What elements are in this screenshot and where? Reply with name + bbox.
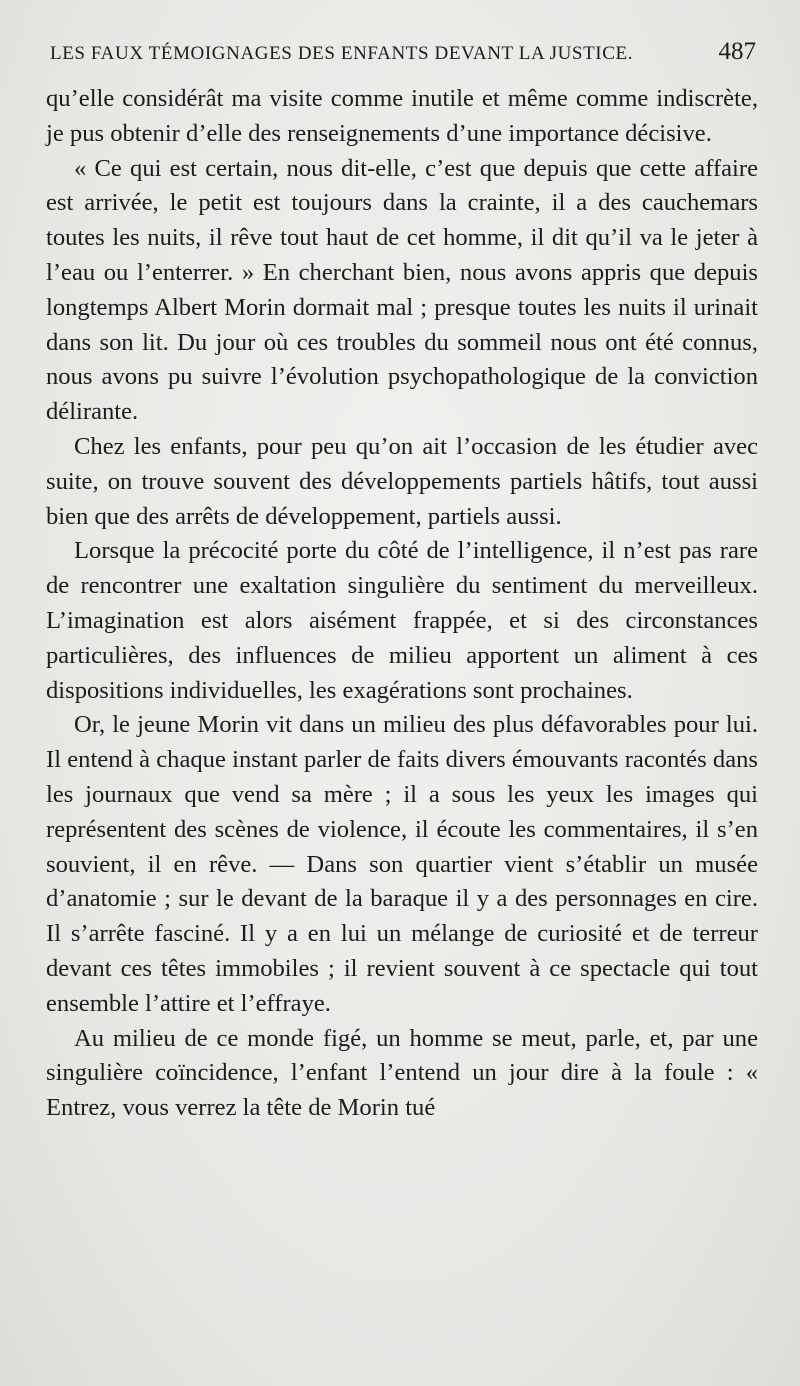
page-number: 487 — [718, 38, 756, 65]
book-page — [46, 38, 758, 1126]
paragraph-continued: qu’elle considérât ma visite comme inutile et même comme indiscrète, je pus obtenir d’elle des renseignements d’une importance décisive. — [46, 85, 758, 147]
paragraph: « Ce qui est certain, nous dit-elle, c’est que depuis que cette affaire est arrivée, le petit est toujours dans la crainte, il a des cauchemars toutes les nuits, il rêve tout haut de cet homme, il dit qu’il va le jeter à l’eau ou l’enterrer. » En cherchant bien, nous avons appris que depuis longtemps Albert Morin dormait mal ; presque toutes les nuits il urinait dans son lit. Du jour où ces troubles du sommeil nous ont été connus, nous avons pu suivre l’évolution psychopathologique de la conviction délirante. — [46, 154, 758, 426]
running-head — [46, 38, 758, 82]
paragraph: Lorsque la précocité porte du côté de l’intelligence, il n’est pas rare de rencontrer une exaltation singulière du sentiment du merveilleux. L’imagination est alors aisément frappée, et si des circonstances particulières, des influences de milieu apportent un aliment à ces dispositions individuelles, les exagérations sont prochaines. — [46, 537, 758, 704]
body-text — [46, 82, 758, 1126]
paragraph: Chez les enfants, pour peu qu’on ait l’occasion de les étudier avec suite, on trouve souvent des développements partiels hâtifs, tout aussi bien que des arrêts de développement, partiels aussi. — [46, 432, 758, 530]
paragraph: Au milieu de ce monde figé, un homme se meut, parle, et, par une singulière coïncidence, l’enfant l’entend un jour dire à la foule : « Entrez, vous verrez la tête de Morin tué — [46, 1024, 758, 1122]
paragraph: Or, le jeune Morin vit dans un milieu des plus défavorables pour lui. Il entend à chaque instant parler de faits divers émouvants racontés dans les journaux que vend sa mère ; il a sous les yeux les images qui représentent des scènes de violence, il écoute les commentaires, il s’en souvient, il en rêve. — Dans son quartier vient s’établir un musée d’anatomie ; sur le devant de la baraque il y a des personnages en cire. Il s’arrête fasciné. Il y a en lui un mélange de curiosité et de terreur devant ces têtes immobiles ; il revient souvent à ce spectacle qui tout ensemble l’attire et l’effraye. — [46, 711, 758, 1017]
running-title: LES FAUX TÉMOIGNAGES DES ENFANTS DEVANT LA JUSTICE. — [50, 43, 634, 64]
